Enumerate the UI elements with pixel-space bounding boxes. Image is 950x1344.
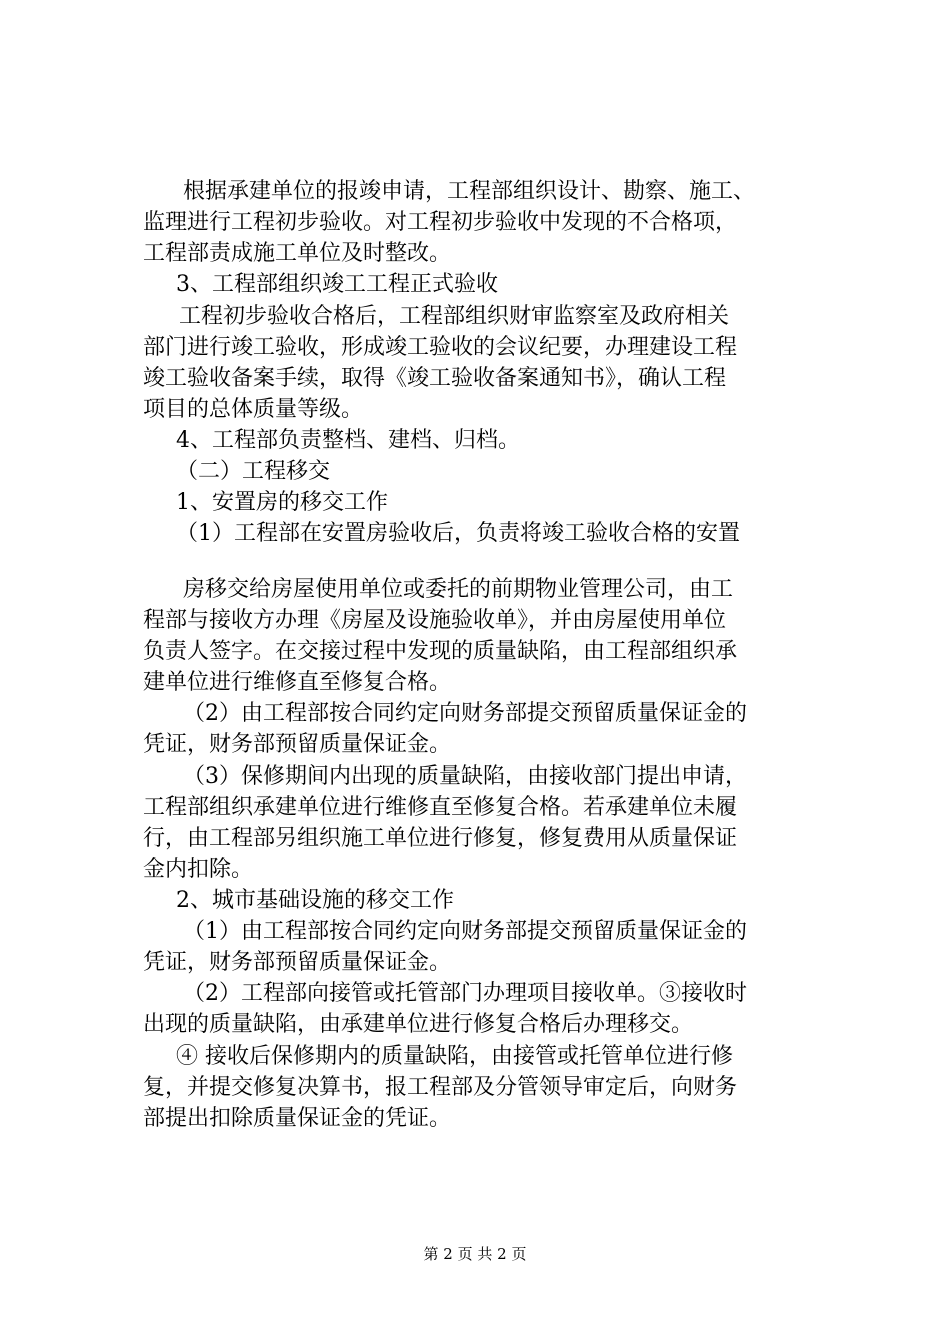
text-line: 负责人签字。在交接过程中发现的质量缺陷，由工程部组织承 bbox=[143, 639, 738, 664]
text-line: 复，并提交修复决算书，报工程部及分管领导审定后，向财务 bbox=[143, 1075, 738, 1100]
text-line: 部门进行竣工验收，形成竣工验收的会议纪要，办理建设工程 bbox=[143, 335, 738, 360]
text-line: 部提出扣除质量保证金的凭证。 bbox=[143, 1106, 452, 1131]
text-line: 工程部责成施工单位及时整改。 bbox=[143, 241, 452, 266]
text-line: 凭证，财务部预留质量保证金。 bbox=[143, 950, 452, 975]
section-heading: 2、城市基础设施的移交工作 bbox=[176, 888, 454, 913]
text-line: （3）保修期间内出现的质量缺陷，由接收部门提出申请， bbox=[183, 764, 747, 789]
text-line: 出现的质量缺陷，由承建单位进行修复合格后办理移交。 bbox=[143, 1012, 694, 1037]
section-heading: （二）工程移交 bbox=[176, 459, 331, 484]
text-line: 建单位进行维修直至修复合格。 bbox=[143, 670, 452, 695]
text-line: ④ 接收后保修期内的质量缺陷，由接管或托管单位进行修 bbox=[176, 1044, 733, 1069]
text-line: 房移交给房屋使用单位或委托的前期物业管理公司，由工 bbox=[183, 577, 734, 602]
text-line: 根据承建单位的报竣申请，工程部组织设计、勘察、施工、 bbox=[183, 179, 756, 204]
text-line: 工程初步验收合格后，工程部组织财审监察室及政府相关 bbox=[179, 304, 730, 329]
text-line: 金内扣除。 bbox=[143, 857, 254, 882]
text-line: 程部与接收方办理《房屋及设施验收单》，并由房屋使用单位 bbox=[143, 608, 727, 633]
section-heading: 4、工程部负责整档、建档、归档。 bbox=[176, 428, 520, 453]
text-line: （2）由工程部按合同约定向财务部提交预留质量保证金的 bbox=[183, 701, 747, 726]
page-number-footer: 第 2 页 共 2 页 bbox=[423, 1245, 527, 1263]
text-line: 行，由工程部另组织施工单位进行修复，修复费用从质量保证 bbox=[143, 826, 738, 851]
text-line: （2）工程部向接管或托管部门办理项目接收单。③接收时 bbox=[183, 981, 747, 1006]
text-line: 工程部组织承建单位进行维修直至修复合格。若承建单位未履 bbox=[143, 795, 738, 820]
text-line: （1）工程部在安置房验收后，负责将竣工验收合格的安置 bbox=[176, 521, 740, 546]
section-heading: 3、工程部组织竣工工程正式验收 bbox=[176, 272, 498, 297]
text-line: （1）由工程部按合同约定向财务部提交预留质量保证金的 bbox=[183, 919, 747, 944]
text-line: 项目的总体质量等级。 bbox=[143, 397, 364, 422]
text-line: 竣工验收备案手续，取得《竣工验收备案通知书》，确认工程 bbox=[143, 366, 727, 391]
text-line: 凭证，财务部预留质量保证金。 bbox=[143, 732, 452, 757]
text-line: 监理进行工程初步验收。对工程初步验收中发现的不合格项， bbox=[143, 210, 738, 235]
section-heading: 1、安置房的移交工作 bbox=[176, 490, 388, 515]
